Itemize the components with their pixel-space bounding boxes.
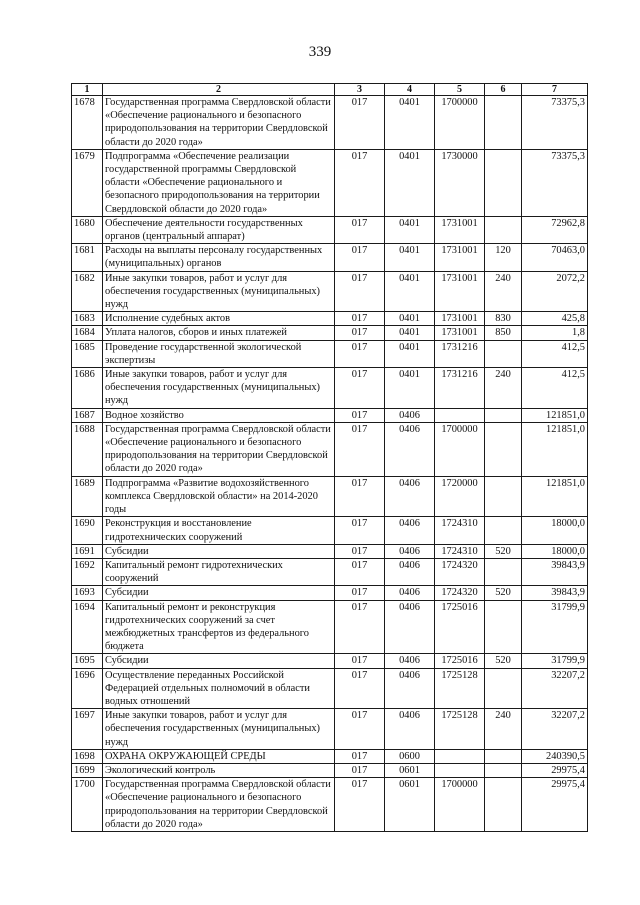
row-target-code: 1731001 xyxy=(435,244,485,271)
row-admin-code: 017 xyxy=(335,244,385,271)
column-header: 7 xyxy=(522,84,588,96)
row-amount: 412,5 xyxy=(522,340,588,367)
row-admin-code: 017 xyxy=(335,763,385,777)
row-number: 1685 xyxy=(72,340,103,367)
row-admin-code: 017 xyxy=(335,600,385,654)
row-target-code: 1731001 xyxy=(435,216,485,243)
row-target-code: 1724320 xyxy=(435,586,485,600)
row-number: 1695 xyxy=(72,654,103,668)
column-header: 3 xyxy=(335,84,385,96)
row-admin-code: 017 xyxy=(335,326,385,340)
row-section-code: 0406 xyxy=(385,476,435,517)
row-amount: 121851,0 xyxy=(522,408,588,422)
row-number: 1691 xyxy=(72,544,103,558)
row-admin-code: 017 xyxy=(335,778,385,832)
row-target-code: 1731001 xyxy=(435,326,485,340)
row-admin-code: 017 xyxy=(335,408,385,422)
row-number: 1690 xyxy=(72,517,103,544)
row-expense-type-code xyxy=(485,149,522,216)
page-number: 339 xyxy=(308,44,332,60)
table-row xyxy=(72,368,588,409)
table-row xyxy=(72,586,588,600)
row-expense-type-code: 240 xyxy=(485,271,522,312)
row-amount: 29975,4 xyxy=(522,763,588,777)
row-number: 1680 xyxy=(72,216,103,243)
row-expense-type-code xyxy=(485,749,522,763)
table-row xyxy=(72,340,588,367)
row-expense-type-code: 240 xyxy=(485,709,522,750)
row-expense-type-code xyxy=(485,763,522,777)
row-section-code: 0406 xyxy=(385,709,435,750)
table-row xyxy=(72,408,588,422)
row-amount: 425,8 xyxy=(522,312,588,326)
row-section-code: 0401 xyxy=(385,326,435,340)
row-number: 1678 xyxy=(72,96,103,150)
row-target-code: 1700000 xyxy=(435,778,485,832)
table-row xyxy=(72,763,588,777)
row-expense-type-code: 240 xyxy=(485,368,522,409)
row-target-code: 1700000 xyxy=(435,96,485,150)
row-name: Экологический контроль xyxy=(103,763,335,777)
row-admin-code: 017 xyxy=(335,749,385,763)
row-name: Реконструкция и восстановление гидротехнических сооружений xyxy=(103,517,335,544)
row-number: 1679 xyxy=(72,149,103,216)
row-expense-type-code: 120 xyxy=(485,244,522,271)
row-name: Иные закупки товаров, работ и услуг для обеспечения государственных (муниципальных) нужд xyxy=(103,709,335,750)
row-number: 1689 xyxy=(72,476,103,517)
row-expense-type-code xyxy=(485,408,522,422)
row-section-code: 0401 xyxy=(385,312,435,326)
row-amount: 32207,2 xyxy=(522,709,588,750)
row-target-code: 1725016 xyxy=(435,654,485,668)
row-name: Уплата налогов, сборов и иных платежей xyxy=(103,326,335,340)
row-name: Капитальный ремонт гидротехнических сооружений xyxy=(103,558,335,585)
row-section-code: 0406 xyxy=(385,422,435,476)
row-amount: 73375,3 xyxy=(522,96,588,150)
row-name: Обеспечение деятельности государственных органов (центральный аппарат) xyxy=(103,216,335,243)
row-amount: 412,5 xyxy=(522,368,588,409)
row-target-code: 1720000 xyxy=(435,476,485,517)
row-amount: 32207,2 xyxy=(522,668,588,709)
row-admin-code: 017 xyxy=(335,544,385,558)
row-target-code xyxy=(435,763,485,777)
table-row xyxy=(72,476,588,517)
row-name: Водное хозяйство xyxy=(103,408,335,422)
row-admin-code: 017 xyxy=(335,476,385,517)
row-amount: 31799,9 xyxy=(522,654,588,668)
row-name: Иные закупки товаров, работ и услуг для обеспечения государственных (муниципальных) нужд xyxy=(103,271,335,312)
row-name: Подпрограмма «Обеспечение реализации государственной программы Свердловской области «Обеспечение рационального и безопасного природопользования на территории Свердловской области до 2020 года» xyxy=(103,149,335,216)
row-section-code: 0401 xyxy=(385,340,435,367)
row-admin-code: 017 xyxy=(335,368,385,409)
table-row xyxy=(72,216,588,243)
table-row xyxy=(72,517,588,544)
row-name: Государственная программа Свердловской области «Обеспечение рационального и безопасного природопользования на территории Свердловской области до 2020 года» xyxy=(103,96,335,150)
row-target-code: 1724320 xyxy=(435,558,485,585)
row-name: ОХРАНА ОКРУЖАЮЩЕЙ СРЕДЫ xyxy=(103,749,335,763)
row-target-code: 1731001 xyxy=(435,312,485,326)
header-row xyxy=(72,84,588,96)
row-section-code: 0401 xyxy=(385,216,435,243)
column-header: 1 xyxy=(72,84,103,96)
row-target-code: 1730000 xyxy=(435,149,485,216)
row-target-code: 1731216 xyxy=(435,368,485,409)
row-name: Проведение государственной экологической экспертизы xyxy=(103,340,335,367)
table-row xyxy=(72,668,588,709)
row-admin-code: 017 xyxy=(335,422,385,476)
row-name: Капитальный ремонт и реконструкция гидротехнических сооружений за счет межбюджетных трансфертов из федерального бюджета xyxy=(103,600,335,654)
row-expense-type-code xyxy=(485,668,522,709)
row-expense-type-code: 520 xyxy=(485,654,522,668)
table-body xyxy=(72,96,588,832)
row-number: 1692 xyxy=(72,558,103,585)
table-row xyxy=(72,271,588,312)
table-row xyxy=(72,422,588,476)
row-number: 1700 xyxy=(72,778,103,832)
row-section-code: 0401 xyxy=(385,271,435,312)
row-expense-type-code xyxy=(485,600,522,654)
row-section-code: 0406 xyxy=(385,600,435,654)
row-target-code: 1725128 xyxy=(435,668,485,709)
row-section-code: 0601 xyxy=(385,763,435,777)
row-amount: 18000,0 xyxy=(522,544,588,558)
row-amount: 121851,0 xyxy=(522,476,588,517)
row-target-code xyxy=(435,749,485,763)
row-expense-type-code xyxy=(485,340,522,367)
row-target-code: 1724310 xyxy=(435,517,485,544)
table-row xyxy=(72,326,588,340)
row-number: 1696 xyxy=(72,668,103,709)
row-name: Исполнение судебных актов xyxy=(103,312,335,326)
row-amount: 2072,2 xyxy=(522,271,588,312)
row-expense-type-code: 520 xyxy=(485,544,522,558)
table-row xyxy=(72,312,588,326)
row-admin-code: 017 xyxy=(335,96,385,150)
row-number: 1694 xyxy=(72,600,103,654)
table-row xyxy=(72,149,588,216)
table-row xyxy=(72,96,588,150)
table-row xyxy=(72,600,588,654)
row-section-code: 0406 xyxy=(385,517,435,544)
row-section-code: 0401 xyxy=(385,368,435,409)
column-header: 2 xyxy=(103,84,335,96)
row-target-code: 1731001 xyxy=(435,271,485,312)
row-admin-code: 017 xyxy=(335,312,385,326)
row-number: 1688 xyxy=(72,422,103,476)
row-number: 1698 xyxy=(72,749,103,763)
table-row xyxy=(72,778,588,832)
row-target-code: 1700000 xyxy=(435,422,485,476)
row-amount: 39843,9 xyxy=(522,558,588,585)
row-section-code: 0406 xyxy=(385,586,435,600)
row-target-code xyxy=(435,408,485,422)
row-name: Субсидии xyxy=(103,544,335,558)
row-target-code: 1731216 xyxy=(435,340,485,367)
row-expense-type-code: 830 xyxy=(485,312,522,326)
row-number: 1699 xyxy=(72,763,103,777)
row-number: 1682 xyxy=(72,271,103,312)
row-name: Подпрограмма «Развитие водохозяйственного комплекса Свердловской области» на 2014-2020 годы xyxy=(103,476,335,517)
row-admin-code: 017 xyxy=(335,216,385,243)
row-number: 1683 xyxy=(72,312,103,326)
budget-table xyxy=(71,83,588,832)
row-expense-type-code xyxy=(485,558,522,585)
row-name: Осуществление переданных Российской Федерацией отдельных полномочий в области водных отношений xyxy=(103,668,335,709)
column-header: 4 xyxy=(385,84,435,96)
table-row xyxy=(72,749,588,763)
row-number: 1693 xyxy=(72,586,103,600)
row-name: Государственная программа Свердловской области «Обеспечение рационального и безопасного природопользования на территории Свердловской области до 2020 года» xyxy=(103,422,335,476)
row-number: 1686 xyxy=(72,368,103,409)
row-amount: 70463,0 xyxy=(522,244,588,271)
row-expense-type-code xyxy=(485,216,522,243)
row-amount: 29975,4 xyxy=(522,778,588,832)
table-row xyxy=(72,544,588,558)
row-section-code: 0406 xyxy=(385,408,435,422)
row-section-code: 0406 xyxy=(385,544,435,558)
row-amount: 73375,3 xyxy=(522,149,588,216)
row-section-code: 0401 xyxy=(385,244,435,271)
row-target-code: 1725016 xyxy=(435,600,485,654)
row-name: Субсидии xyxy=(103,586,335,600)
row-admin-code: 017 xyxy=(335,517,385,544)
row-amount: 18000,0 xyxy=(522,517,588,544)
row-number: 1684 xyxy=(72,326,103,340)
row-expense-type-code xyxy=(485,422,522,476)
table-row xyxy=(72,709,588,750)
row-section-code: 0401 xyxy=(385,96,435,150)
row-target-code: 1724310 xyxy=(435,544,485,558)
row-name: Иные закупки товаров, работ и услуг для обеспечения государственных (муниципальных) нужд xyxy=(103,368,335,409)
table-row xyxy=(72,558,588,585)
row-number: 1681 xyxy=(72,244,103,271)
row-amount: 1,8 xyxy=(522,326,588,340)
row-admin-code: 017 xyxy=(335,149,385,216)
row-admin-code: 017 xyxy=(335,654,385,668)
row-expense-type-code xyxy=(485,517,522,544)
row-amount: 121851,0 xyxy=(522,422,588,476)
row-section-code: 0401 xyxy=(385,149,435,216)
column-header: 5 xyxy=(435,84,485,96)
row-section-code: 0406 xyxy=(385,668,435,709)
row-name: Субсидии xyxy=(103,654,335,668)
row-admin-code: 017 xyxy=(335,709,385,750)
row-name: Государственная программа Свердловской области «Обеспечение рационального и безопасного природопользования на территории Свердловской области до 2020 года» xyxy=(103,778,335,832)
row-section-code: 0600 xyxy=(385,749,435,763)
row-name: Расходы на выплаты персоналу государственных (муниципальных) органов xyxy=(103,244,335,271)
row-target-code: 1725128 xyxy=(435,709,485,750)
row-section-code: 0406 xyxy=(385,654,435,668)
row-admin-code: 017 xyxy=(335,271,385,312)
row-expense-type-code xyxy=(485,476,522,517)
table-row xyxy=(72,654,588,668)
row-admin-code: 017 xyxy=(335,340,385,367)
row-section-code: 0406 xyxy=(385,558,435,585)
table-row xyxy=(72,244,588,271)
row-amount: 72962,8 xyxy=(522,216,588,243)
row-expense-type-code: 520 xyxy=(485,586,522,600)
row-expense-type-code: 850 xyxy=(485,326,522,340)
row-admin-code: 017 xyxy=(335,586,385,600)
row-amount: 31799,9 xyxy=(522,600,588,654)
row-expense-type-code xyxy=(485,96,522,150)
row-number: 1697 xyxy=(72,709,103,750)
row-admin-code: 017 xyxy=(335,558,385,585)
row-amount: 39843,9 xyxy=(522,586,588,600)
row-admin-code: 017 xyxy=(335,668,385,709)
column-header: 6 xyxy=(485,84,522,96)
row-number: 1687 xyxy=(72,408,103,422)
row-amount: 240390,5 xyxy=(522,749,588,763)
row-expense-type-code xyxy=(485,778,522,832)
row-section-code: 0601 xyxy=(385,778,435,832)
